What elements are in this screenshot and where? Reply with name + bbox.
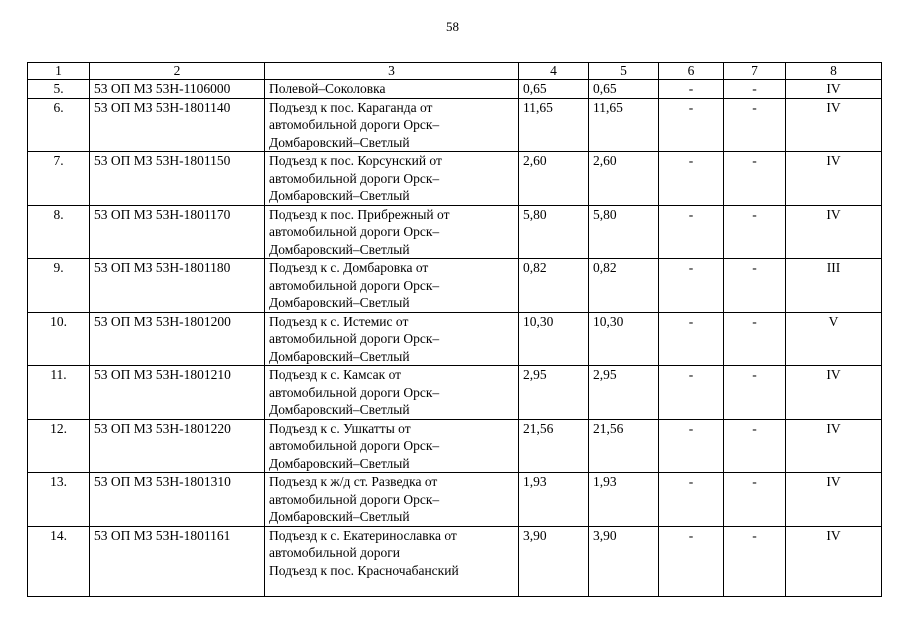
length-cell: 0,82 bbox=[589, 259, 659, 313]
road-name-cell bbox=[265, 152, 519, 206]
column-7-cell: - bbox=[724, 526, 786, 596]
road-name-line: Домбаровский–Светлый bbox=[269, 295, 410, 310]
category-cell: IV bbox=[786, 526, 882, 596]
column-6-cell: - bbox=[659, 259, 724, 313]
road-name-line: Подъезд к с. Екатеринославка от bbox=[269, 527, 457, 543]
road-code-cell: 53 ОП МЗ 53Н-1801200 bbox=[90, 312, 265, 366]
column-6-cell: - bbox=[659, 98, 724, 152]
row-number-cell: 6. bbox=[28, 98, 90, 152]
length-cell: 21,56 bbox=[519, 419, 589, 473]
roads-table bbox=[27, 62, 882, 597]
column-7-cell: - bbox=[724, 205, 786, 259]
length-cell: 2,95 bbox=[589, 366, 659, 420]
row-number-cell: 11. bbox=[28, 366, 90, 420]
column-7-cell: - bbox=[724, 366, 786, 420]
column-6-cell: - bbox=[659, 366, 724, 420]
table-row bbox=[28, 152, 882, 206]
length-cell: 21,56 bbox=[589, 419, 659, 473]
table-row bbox=[28, 419, 882, 473]
header-cell: 2 bbox=[90, 63, 265, 80]
road-name-line: Домбаровский–Светлый bbox=[269, 188, 410, 203]
header-cell: 6 bbox=[659, 63, 724, 80]
length-cell: 2,60 bbox=[589, 152, 659, 206]
column-7-cell: - bbox=[724, 473, 786, 527]
row-number-cell: 14. bbox=[28, 526, 90, 596]
column-7-cell: - bbox=[724, 98, 786, 152]
header-cell: 1 bbox=[28, 63, 90, 80]
length-cell: 3,90 bbox=[589, 526, 659, 596]
category-cell: IV bbox=[786, 366, 882, 420]
road-name-line: Подъезд к с. Истемис от bbox=[269, 313, 409, 329]
road-name-line: Подъезд к пос. Караганда от bbox=[269, 99, 433, 115]
road-name-line: Подъезд к с. Домбаровка от bbox=[269, 260, 429, 275]
page-number: 58 bbox=[446, 19, 459, 34]
row-number-cell: 13. bbox=[28, 473, 90, 527]
header-cell: 4 bbox=[519, 63, 589, 80]
road-name-line: автомобильной дороги Орск– bbox=[269, 491, 440, 507]
header-cell: 3 bbox=[265, 63, 519, 80]
length-cell: 2,95 bbox=[519, 366, 589, 420]
road-name-line: Подъезд к с. Ушкатты от bbox=[269, 420, 411, 436]
table-row bbox=[28, 98, 882, 152]
length-cell: 10,30 bbox=[519, 312, 589, 366]
road-code-cell: 53 ОП МЗ 53Н-1801161 bbox=[90, 526, 265, 596]
road-name-cell bbox=[265, 80, 519, 99]
column-6-cell: - bbox=[659, 80, 724, 99]
column-7-cell: - bbox=[724, 312, 786, 366]
road-name-cell bbox=[265, 366, 519, 420]
table-row bbox=[28, 259, 882, 313]
column-7-cell: - bbox=[724, 80, 786, 99]
table-row bbox=[28, 526, 882, 596]
road-name-line: автомобильной дороги Орск– bbox=[269, 331, 440, 346]
road-code-cell: 53 ОП МЗ 53Н-1801180 bbox=[90, 259, 265, 313]
road-name-cell bbox=[265, 473, 519, 527]
row-number-cell: 7. bbox=[28, 152, 90, 206]
road-name-line: Подъезд к пос. Красночабанский bbox=[269, 562, 459, 578]
header-cell: 8 bbox=[786, 63, 882, 80]
length-cell: 1,93 bbox=[589, 473, 659, 527]
length-cell: 0,82 bbox=[519, 259, 589, 313]
row-number-cell: 8. bbox=[28, 205, 90, 259]
road-name-line: автомобильной дороги Орск– bbox=[269, 170, 440, 186]
road-name-cell bbox=[265, 419, 519, 473]
road-name-line: Подъезд к с. Камсак от bbox=[269, 367, 402, 382]
length-cell: 5,80 bbox=[519, 205, 589, 259]
road-name-cell bbox=[265, 205, 519, 259]
length-cell: 2,60 bbox=[519, 152, 589, 206]
road-name-line: автомобильной дороги Орск– bbox=[269, 117, 440, 132]
table-row bbox=[28, 80, 882, 99]
category-cell: IV bbox=[786, 473, 882, 527]
road-name-line: Домбаровский–Светлый bbox=[269, 509, 410, 524]
column-6-cell: - bbox=[659, 419, 724, 473]
road-name-line: автомобильной дороги Орск– bbox=[269, 224, 440, 239]
category-cell: IV bbox=[786, 98, 882, 152]
category-cell: IV bbox=[786, 152, 882, 206]
header-row bbox=[28, 63, 882, 80]
road-code-cell: 53 ОП МЗ 53Н-1801210 bbox=[90, 366, 265, 420]
road-name-cell bbox=[265, 526, 519, 596]
road-name-line: Подъезд к ж/д ст. Разведка от bbox=[269, 474, 438, 489]
length-cell: 0,65 bbox=[519, 80, 589, 99]
length-cell: 11,65 bbox=[519, 98, 589, 152]
length-cell: 0,65 bbox=[589, 80, 659, 99]
length-cell: 10,30 bbox=[589, 312, 659, 366]
column-6-cell: - bbox=[659, 205, 724, 259]
column-6-cell: - bbox=[659, 473, 724, 527]
length-cell: 3,90 bbox=[519, 526, 589, 596]
road-name-line: Подъезд к пос. Прибрежный от bbox=[269, 206, 450, 222]
row-number-cell: 10. bbox=[28, 312, 90, 366]
road-code-cell: 53 ОП МЗ 53Н-1801220 bbox=[90, 419, 265, 473]
column-7-cell: - bbox=[724, 259, 786, 313]
column-6-cell: - bbox=[659, 526, 724, 596]
table-body bbox=[28, 80, 882, 597]
road-name-line: Подъезд к пос. Корсунский от bbox=[269, 153, 442, 168]
table-row bbox=[28, 366, 882, 420]
road-name-line: Полевой–Соколовка bbox=[269, 81, 386, 96]
row-number-cell: 12. bbox=[28, 419, 90, 473]
road-name-line: Домбаровский–Светлый bbox=[269, 402, 410, 417]
table-row bbox=[28, 312, 882, 366]
table-row bbox=[28, 205, 882, 259]
road-name-cell bbox=[265, 259, 519, 313]
road-code-cell: 53 ОП МЗ 53Н-1801170 bbox=[90, 205, 265, 259]
row-number-cell: 9. bbox=[28, 259, 90, 313]
road-name-cell bbox=[265, 98, 519, 152]
road-name-line: автомобильной дороги Орск– bbox=[269, 384, 440, 400]
category-cell: IV bbox=[786, 205, 882, 259]
road-name-line: Домбаровский–Светлый bbox=[269, 241, 410, 257]
road-name-line: Домбаровский–Светлый bbox=[269, 134, 410, 150]
road-code-cell: 53 ОП МЗ 53Н-1106000 bbox=[90, 80, 265, 99]
header-cell: 7 bbox=[724, 63, 786, 80]
column-7-cell: - bbox=[724, 152, 786, 206]
category-cell: V bbox=[786, 312, 882, 366]
row-number-cell: 5. bbox=[28, 80, 90, 99]
table-row bbox=[28, 473, 882, 527]
category-cell: IV bbox=[786, 419, 882, 473]
road-name-line: автомобильной дороги bbox=[269, 545, 400, 560]
road-name-line: Домбаровский–Светлый bbox=[269, 455, 410, 471]
length-cell: 11,65 bbox=[589, 98, 659, 152]
header-cell: 5 bbox=[589, 63, 659, 80]
road-name-cell bbox=[265, 312, 519, 366]
road-code-cell: 53 ОП МЗ 53Н-1801140 bbox=[90, 98, 265, 152]
column-7-cell: - bbox=[724, 419, 786, 473]
road-name-line: автомобильной дороги Орск– bbox=[269, 277, 440, 293]
category-cell: III bbox=[786, 259, 882, 313]
length-cell: 5,80 bbox=[589, 205, 659, 259]
length-cell: 1,93 bbox=[519, 473, 589, 527]
road-name-line: автомобильной дороги Орск– bbox=[269, 438, 440, 453]
column-6-cell: - bbox=[659, 312, 724, 366]
category-cell: IV bbox=[786, 80, 882, 99]
road-name-line: Домбаровский–Светлый bbox=[269, 348, 410, 364]
road-code-cell: 53 ОП МЗ 53Н-1801150 bbox=[90, 152, 265, 206]
road-code-cell: 53 ОП МЗ 53Н-1801310 bbox=[90, 473, 265, 527]
column-6-cell: - bbox=[659, 152, 724, 206]
